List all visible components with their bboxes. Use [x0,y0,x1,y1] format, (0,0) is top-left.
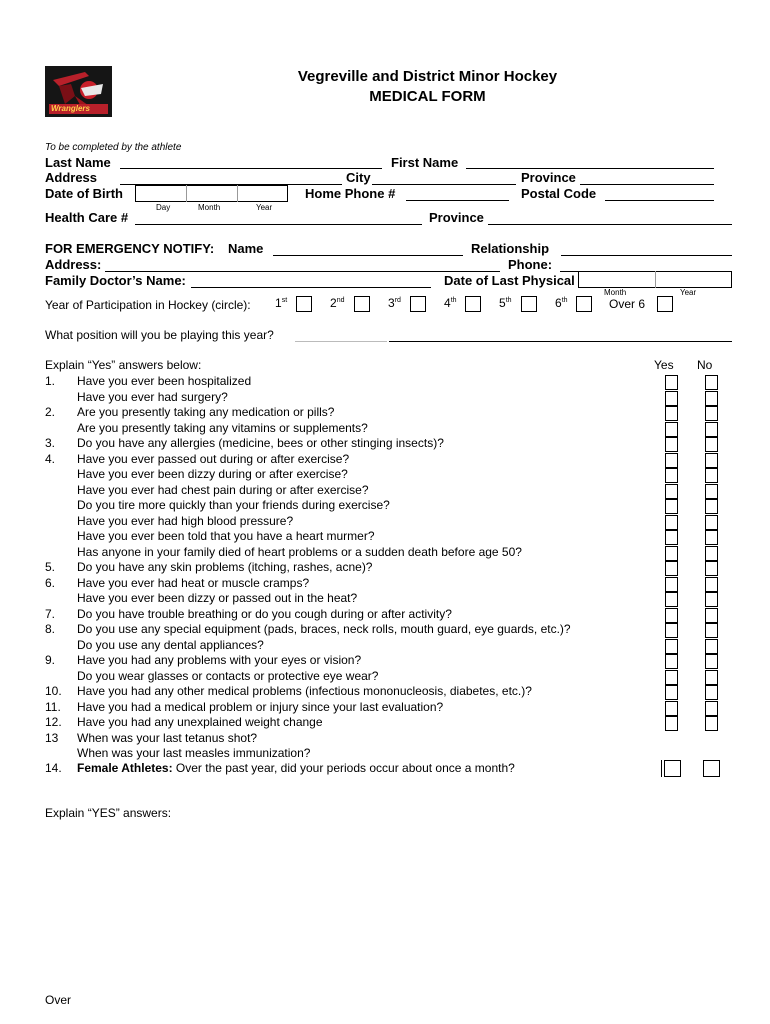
no-checkbox[interactable] [705,437,718,452]
question-number: 6. [45,576,56,590]
question-number: 7. [45,607,56,621]
doctor-label: Family Doctor’s Name: [45,273,186,288]
question-text: Do you use any special equipment (pads, braces, neck rolls, mouth guard, eye guards, etc.)? [77,622,571,636]
over-6-checkbox[interactable] [657,296,673,312]
postal-code-field[interactable] [605,200,714,201]
yes-checkbox[interactable] [665,406,678,421]
dob-year-label: Year [256,203,273,212]
yes-checkbox[interactable] [665,701,678,716]
year-5-checkbox[interactable] [521,296,537,312]
emergency-address-field[interactable] [105,271,500,272]
question-text: Have you ever been dizzy or passed out in the heat? [77,591,358,605]
no-checkbox[interactable] [705,484,718,499]
year-6-checkbox[interactable] [576,296,592,312]
no-checkbox[interactable] [705,701,718,716]
last-name-label: Last Name [45,155,111,170]
year-2-checkbox[interactable] [354,296,370,312]
q14-text: Female Athletes: Over the past year, did your periods occur about once a month? [77,761,515,775]
first-name-label: First Name [391,155,459,170]
question-number: 2. [45,405,56,419]
question-number: 8. [45,622,56,636]
no-checkbox[interactable] [705,592,718,607]
position-question: What position will you be playing this year? [45,328,274,342]
province-field[interactable] [580,184,714,185]
question-text: Have you had any unexplained weight change [77,715,323,729]
year-4-checkbox[interactable] [465,296,481,312]
last-name-field[interactable] [120,168,382,169]
yes-checkbox[interactable] [665,577,678,592]
last-physical-label: Date of Last Physical [444,273,575,288]
question-text: Have you ever been dizzy during or after exercise? [77,467,348,481]
question-text: Have you ever had chest pain during or after exercise? [77,483,369,497]
yes-checkbox[interactable] [665,375,678,390]
no-checkbox[interactable] [705,499,718,514]
doctor-field[interactable] [191,287,431,288]
no-checkbox[interactable] [705,561,718,576]
question-text: Have you ever been told that you have a heart murmer? [77,529,375,543]
question-text: Have you had a medical problem or injury since your last evaluation? [77,700,444,714]
q14-no-checkbox[interactable] [703,760,720,777]
yes-checkbox[interactable] [665,592,678,607]
question-text: Have you had any problems with your eyes or vision? [77,653,362,667]
dob-field[interactable] [135,185,288,202]
form-subtitle: MEDICAL FORM [369,88,486,105]
health-care-label: Health Care # [45,210,129,225]
yes-checkbox[interactable] [665,608,678,623]
question-text: Have you ever had high blood pressure? [77,514,294,528]
yes-checkbox[interactable] [665,515,678,530]
yes-checkbox[interactable] [665,484,678,499]
yes-checkbox[interactable] [665,530,678,545]
city-field[interactable] [372,184,516,185]
yes-checkbox[interactable] [665,561,678,576]
yes-checkbox[interactable] [665,654,678,669]
home-phone-field[interactable] [406,200,509,201]
physical-month-label: Month [604,288,627,297]
question-text: Have you had any other medical problems (infectious mononucleosis, diabetes, etc.)? [77,684,532,698]
form-title: Vegreville and District Minor Hockey [297,68,558,85]
position-field[interactable] [389,341,732,342]
no-checkbox[interactable] [705,515,718,530]
no-checkbox[interactable] [705,406,718,421]
no-checkbox[interactable] [705,716,718,731]
emergency-name-label: Name [228,241,264,256]
question-text: Have you ever been hospitalized [77,374,252,388]
no-checkbox[interactable] [705,685,718,700]
question-text: Do you have trouble breathing or do you cough during or after activity? [77,607,452,621]
no-checkbox[interactable] [705,608,718,623]
city-label: City [346,170,371,185]
first-name-field[interactable] [466,168,714,169]
question-number: 4. [45,452,56,466]
year-option-2: 2nd [330,296,345,310]
footer-over: Over [45,993,72,1007]
question-number: 11. [45,700,61,714]
relationship-field[interactable] [561,255,732,256]
yes-checkbox[interactable] [665,468,678,483]
yes-checkbox[interactable] [665,546,678,561]
yes-checkbox[interactable] [665,639,678,654]
explain-yes-label: Explain “YES” answers: [45,806,172,820]
question-number: 3. [45,436,56,450]
question-text: Do you wear glasses or contacts or protective eye wear? [77,669,379,683]
question-number: 13 [45,731,59,745]
question-text: Are you presently taking any medication or pills? [77,405,335,419]
province-label: Province [521,170,576,185]
no-checkbox[interactable] [705,391,718,406]
yes-checkbox[interactable] [665,716,678,731]
no-checkbox[interactable] [705,654,718,669]
health-province-field[interactable] [488,224,732,225]
q14-number: 14. [45,761,62,775]
yes-checkbox[interactable] [665,453,678,468]
emergency-phone-label: Phone: [508,257,553,272]
address-label: Address [45,170,98,185]
yes-checkbox[interactable] [665,685,678,700]
year-1-checkbox[interactable] [296,296,312,312]
yes-header: Yes [654,358,674,372]
yes-checkbox[interactable] [665,422,678,437]
year-option-1: 1st [275,296,288,310]
question-number: 12. [45,715,62,729]
year-option-4: 4th [444,296,457,310]
year-option-5: 5th [499,296,512,310]
question-text: Are you presently taking any vitamins or supplements? [77,421,368,435]
athlete-note: To be completed by the athlete [45,142,182,153]
dob-month-label: Month [198,203,221,212]
no-header: No [697,358,713,372]
question-text: Do you have any skin problems (itching, rashes, acne)? [77,560,373,574]
question-text: Do you have any allergies (medicine, bees or other stinging insects)? [77,436,444,450]
question-number: 9. [45,653,56,667]
question-text: Have you ever had heat or muscle cramps? [77,576,310,590]
relationship-label: Relationship [471,241,550,256]
no-checkbox[interactable] [705,375,718,390]
dob-day-label: Day [156,203,171,212]
no-checkbox[interactable] [705,623,718,638]
no-checkbox[interactable] [705,546,718,561]
question-number: 1. [45,374,56,388]
no-checkbox[interactable] [705,577,718,592]
no-checkbox[interactable] [705,670,718,685]
logo-text: Wranglers [51,104,90,113]
dob-label: Date of Birth [45,186,123,201]
no-checkbox[interactable] [705,422,718,437]
question-text: Do you tire more quickly than your friends during exercise? [77,498,390,512]
no-checkbox[interactable] [705,530,718,545]
year-option-6: 6th [555,296,568,310]
postal-code-label: Postal Code [521,186,597,201]
yes-checkbox[interactable] [665,437,678,452]
participation-label: Year of Participation in Hockey (circle): [45,298,251,312]
question-text: Have you ever had surgery? [77,390,228,404]
question-text: When was your last tetanus shot? [77,731,258,745]
year-3-checkbox[interactable] [410,296,426,312]
emergency-notify-label: FOR EMERGENCY NOTIFY: [45,241,215,256]
physical-year-label: Year [680,288,697,297]
health-care-field[interactable] [135,224,422,225]
yes-checkbox[interactable] [665,391,678,406]
question-text: Has anyone in your family died of heart problems or a sudden death before age 50? [77,545,522,559]
no-checkbox[interactable] [705,468,718,483]
yes-checkbox[interactable] [665,623,678,638]
year-option-over6: Over 6 [609,297,646,311]
question-number: 10. [45,684,62,698]
yes-checkbox[interactable] [665,670,678,685]
yes-checkbox[interactable] [665,499,678,514]
home-phone-label: Home Phone # [305,186,396,201]
emergency-address-label: Address: [45,257,102,272]
question-text: When was your last measles immunization? [77,746,311,760]
explain-below-label: Explain “Yes” answers below: [45,358,202,372]
year-option-3: 3rd [388,296,401,310]
no-checkbox[interactable] [705,639,718,654]
no-checkbox[interactable] [705,453,718,468]
question-text: Have you ever passed out during or after exercise? [77,452,350,466]
health-province-label: Province [429,210,484,225]
question-number: 5. [45,560,56,574]
q14-yes-checkbox[interactable] [664,760,681,777]
question-text: Do you use any dental appliances? [77,638,264,652]
emergency-name-field[interactable] [273,255,463,256]
